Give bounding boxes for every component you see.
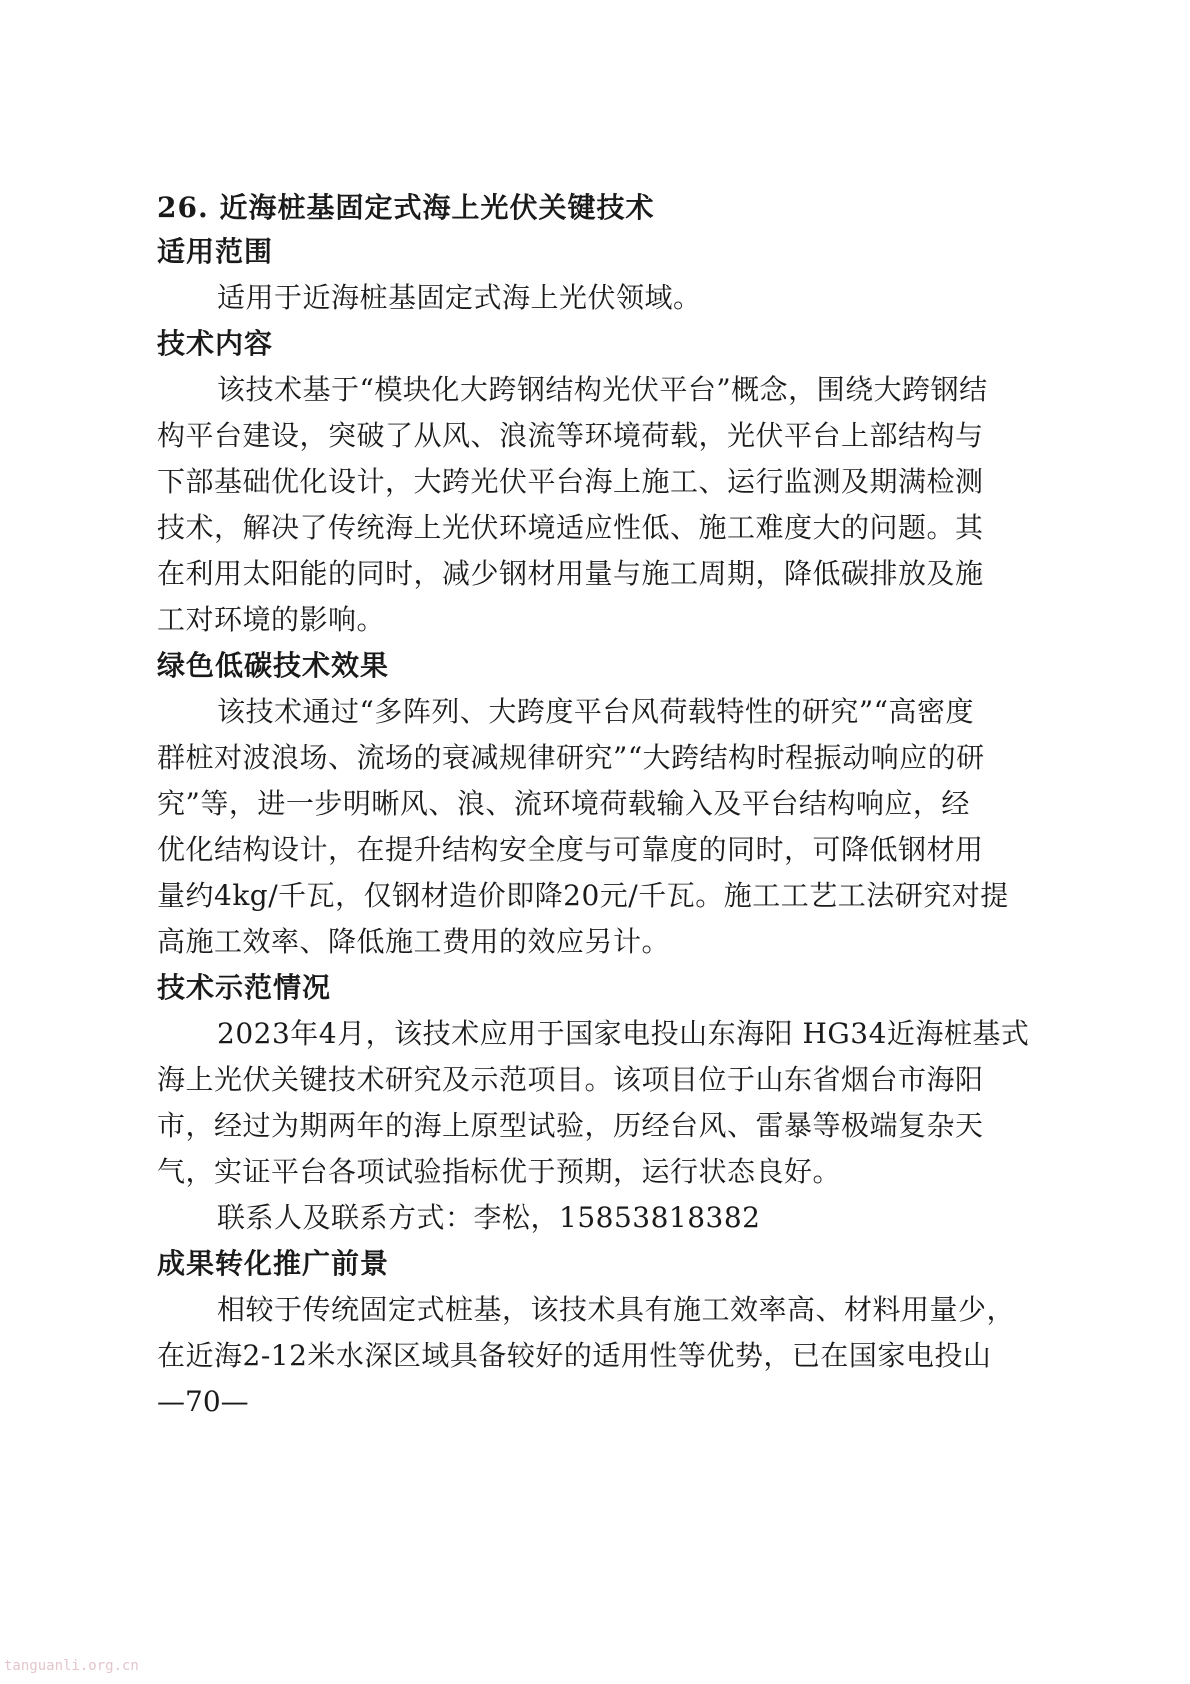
paragraph-line: 构平台建设，突破了从风、浪流等环境荷载，光伏平台上部结构与 <box>157 419 984 452</box>
paragraph-line: 适用于近海桩基固定式海上光伏领域。 <box>217 281 702 314</box>
section-heading-effect: 绿色低碳技术效果 <box>157 649 390 682</box>
paragraph-line: 下部基础优化设计，大跨光伏平台海上施工、运行监测及期满检测 <box>157 465 984 498</box>
paragraph-line: 2023年4月，该技术应用于国家电投山东海阳 HG34近海桩基式 <box>217 1017 1030 1050</box>
document-title: 26. 近海桩基固定式海上光伏关键技术 <box>157 191 655 224</box>
section-heading-demo: 技术示范情况 <box>157 971 332 1004</box>
paragraph-line: 群桩对波浪场、流场的衰减规律研究”“大跨结构时程振动响应的研 <box>157 741 985 774</box>
paragraph-line: 技术，解决了传统海上光伏环境适应性低、施工难度大的问题。其 <box>157 511 984 544</box>
paragraph-line: 相较于传统固定式桩基，该技术具有施工效率高、材料用量少， <box>217 1293 1016 1326</box>
paragraph-line: 该技术通过“多阵列、大跨度平台风荷载特性的研究”“高密度 <box>217 695 974 728</box>
paragraph-line: 市，经过为期两年的海上原型试验，历经台风、雷暴等极端复杂天 <box>157 1109 984 1142</box>
paragraph-line: 量约4kg/千瓦，仅钢材造价即降20元/千瓦。施工工艺工法研究对提 <box>157 879 1009 912</box>
paragraph-line: 气，实证平台各项试验指标优于预期，运行状态良好。 <box>157 1155 842 1188</box>
contact-line: 联系人及联系方式：李松，15853818382 <box>217 1201 761 1234</box>
paragraph-line: 工对环境的影响。 <box>157 603 386 636</box>
paragraph-line: 究”等，进一步明晰风、浪、流环境荷载输入及平台结构响应，经 <box>157 787 970 820</box>
section-heading-prospect: 成果转化推广前景 <box>157 1247 390 1280</box>
page-number: —70— <box>157 1385 249 1418</box>
paragraph-line: 优化结构设计，在提升结构安全度与可靠度的同时，可降低钢材用 <box>157 833 984 866</box>
paragraph-line: 在近海2-12米水深区域具备较好的适用性等优势，已在国家电投山 <box>157 1339 992 1372</box>
paragraph-line: 海上光伏关键技术研究及示范项目。该项目位于山东省烟台市海阳 <box>157 1063 984 1096</box>
paragraph-line: 高施工效率、降低施工费用的效应另计。 <box>157 925 671 958</box>
paragraph-line: 该技术基于“模块化大跨钢结构光伏平台”概念，围绕大跨钢结 <box>217 373 988 406</box>
watermark-text: tanguanli.org.cn <box>4 1658 139 1674</box>
paragraph-line: 在利用太阳能的同时，减少钢材用量与施工周期，降低碳排放及施 <box>157 557 984 590</box>
section-heading-content: 技术内容 <box>157 327 274 360</box>
section-heading-scope: 适用范围 <box>157 235 274 268</box>
